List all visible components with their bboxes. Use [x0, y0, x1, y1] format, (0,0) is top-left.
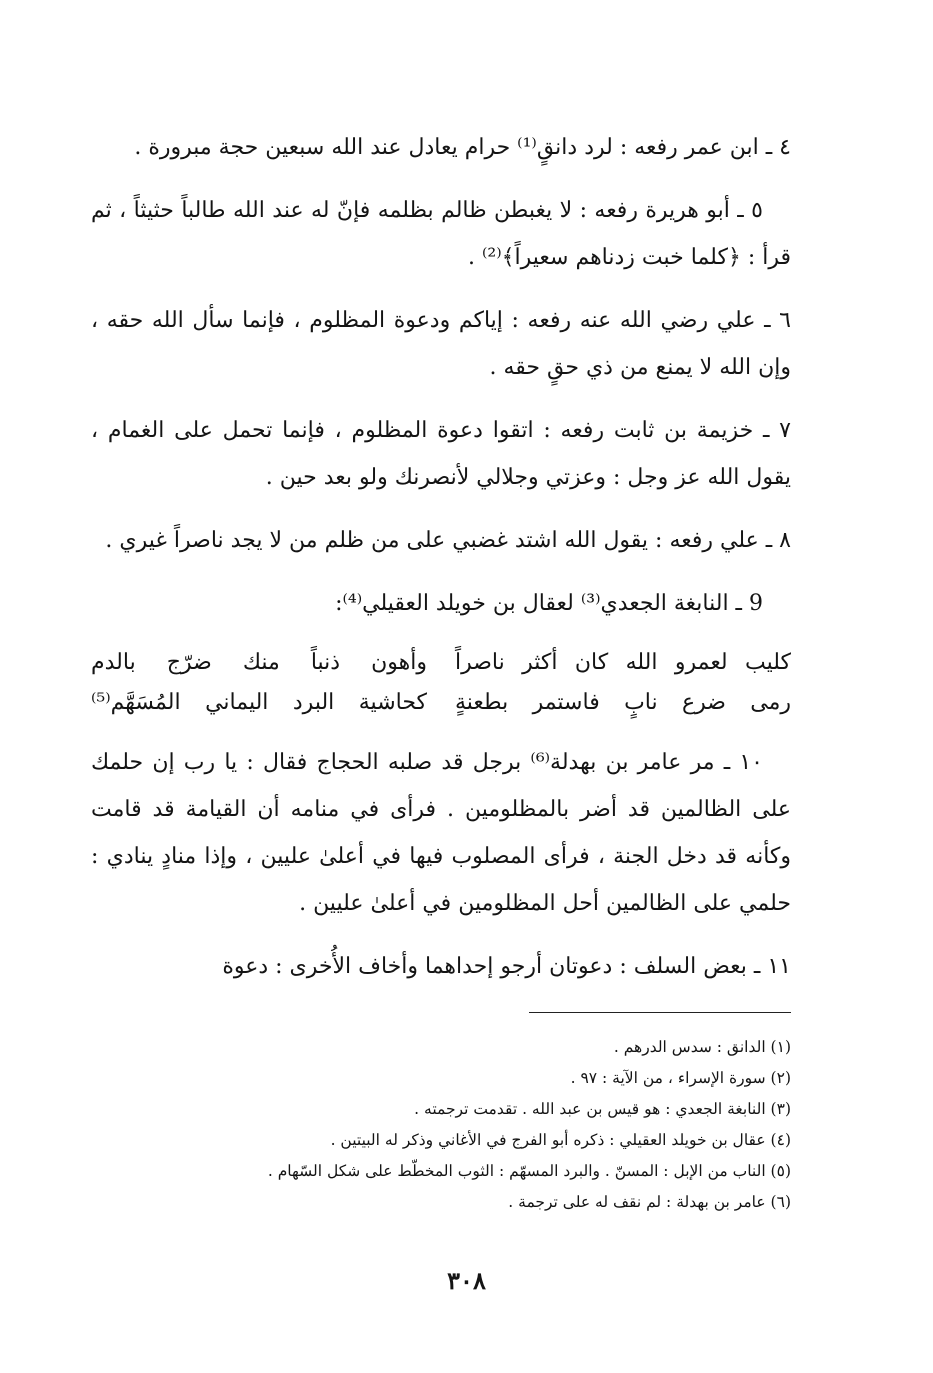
paragraph-5: ٥ ـ أبو هريرة رفعه : لا يغبطن ظالم بظلمه فإنّ له عند الله طالباً حثيثاً ، ثم قرأ : ﴿كلما خبت زدناهم سعيراً﴾⁽²⁾ .	[91, 198, 791, 270]
footnote-6: (٦) عامر بن بهدلة : لم نقف له على ترجمة .	[508, 1193, 791, 1211]
page-number: ٣٠٨	[447, 1266, 486, 1295]
footnote-3: (٣) النابغة الجعدي : هو قيس بن عبد الله . تقدمت ترجمته .	[414, 1100, 791, 1118]
footnotes	[91, 1032, 791, 1218]
verse-first-hemistich: رمى ضرع نابٍ فاستمر بطعنةٍ	[455, 690, 791, 715]
footnote-divider	[529, 1012, 791, 1013]
verse-line	[91, 683, 791, 723]
footnote-4: (٤) عقال بن خويلد العقيلي : ذكره أبو الفرج في الأغاني وذكر له البيتين .	[330, 1131, 791, 1149]
footnote-2: (٢) سورة الإسراء ، من الآية : ٩٧ .	[570, 1069, 791, 1087]
paragraph-8: ٨ ـ علي رفعه : يقول الله اشتد غضبي على من ظلم من لا يجد ناصراً غيري .	[105, 528, 791, 553]
verse-first-hemistich: كليب لعمرو الله كان أكثر ناصراً	[455, 650, 791, 675]
footnote-1: (١) الدانق : سدس الدرهم .	[613, 1038, 791, 1056]
poem	[91, 643, 791, 723]
paragraph-10: ١٠ ـ مر عامر بن بهدلة⁽⁶⁾ برجل قد صلبه الحجاج فقال : يا رب إن حلمك على الظالمين قد أضر بالمظلومين . فرأى في منامه أن القيامة قد قامت وكأنه قد دخل الجنة ، فرأى المصلوب فيها في أعلىٰ عليين ، وإذا منادٍ ينادي : حلمي على الظالمين أحل المظلومين في أعلىٰ عليين .	[91, 750, 791, 916]
paragraph-11: ١١ ـ بعض السلف : دعوتان أرجو إحداهما وأخاف الأُخرى : دعوة	[222, 954, 791, 979]
verse-line	[91, 643, 791, 683]
main-text	[91, 124, 791, 1006]
paragraph-4: ٤ ـ ابن عمر رفعه : لرد دانقٍ⁽¹⁾ حرام يعادل عند الله سبعين حجة مبرورة .	[134, 135, 791, 160]
paragraph-9: 9 ـ النابغة الجعدي⁽³⁾ لعقال بن خويلد العقيلي⁽⁴⁾:	[335, 591, 763, 616]
paragraph-6: ٦ ـ علي رضي الله عنه رفعه : إياكم ودعوة المظلوم ، فإنما سأل الله حقه ، وإن الله لا يمنع من ذي حقٍ حقه .	[91, 308, 791, 380]
verse-second-hemistich: وأهون ذنباً منك ضرّج بالدم	[91, 650, 427, 675]
verse-second-hemistich: كحاشية البرد اليماني المُسَهَّم⁽⁵⁾	[91, 690, 427, 715]
footnote-5: (٥) الناب من الإبل : المسنّ . والبرد المسهّم : الثوب المخطّط على شكل السّهام .	[267, 1162, 791, 1180]
paragraph-7: ٧ ـ خزيمة بن ثابت رفعه : اتقوا دعوة المظلوم ، فإنما تحمل على الغمام ، يقول الله عز وجل : وعزتي وجلالي لأنصرنك ولو بعد حين .	[91, 418, 791, 490]
